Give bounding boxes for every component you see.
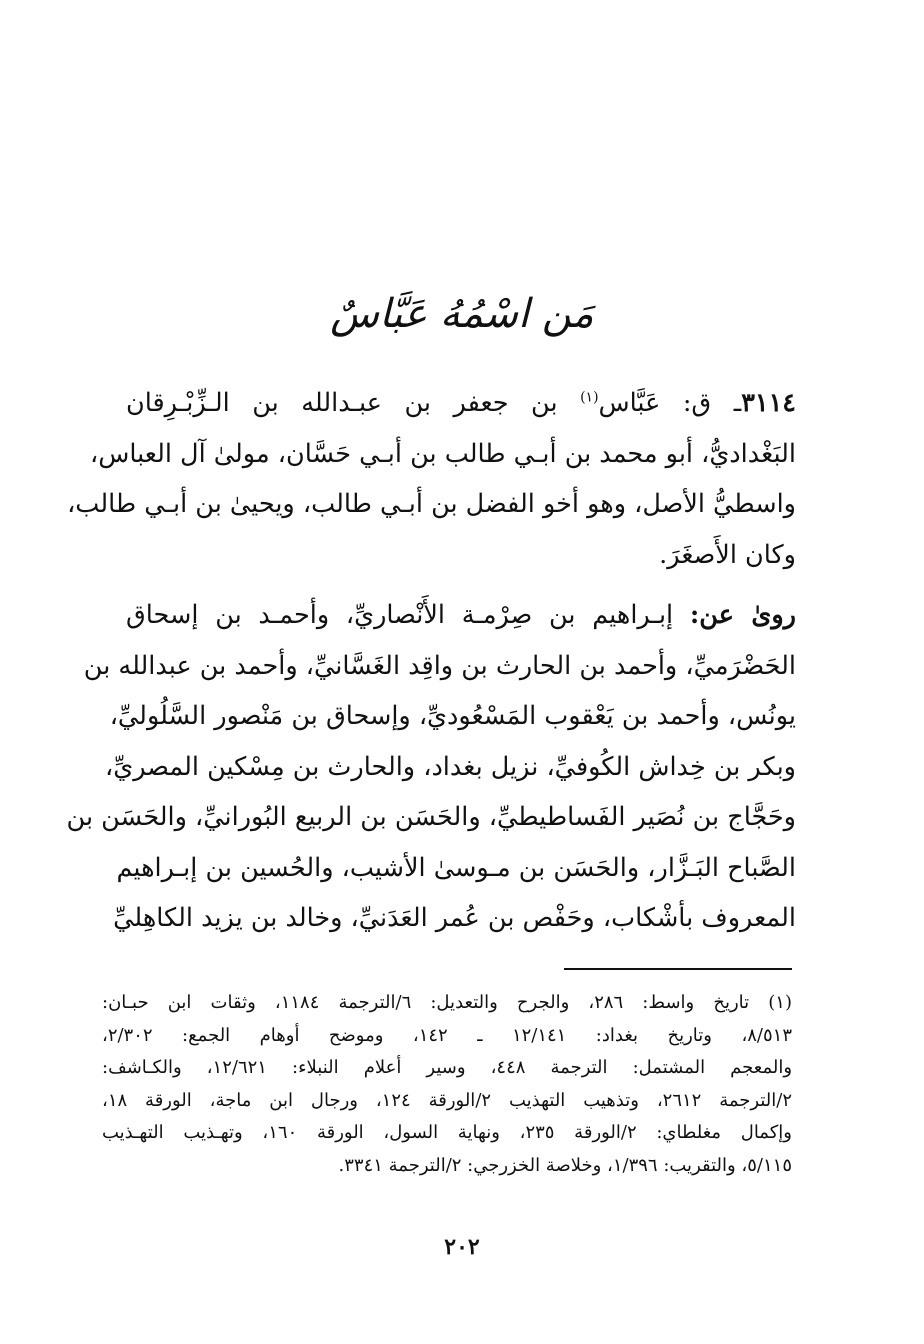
entry-line-text: ـ ق: عَبَّاس xyxy=(598,388,742,418)
page-number: ٢٠٢ xyxy=(444,1234,480,1260)
entry-line: واسطيُّ الأصل، وهو أخو الفضل بن أبـي طالب، ويحيىٰ بن أبـي طالب، xyxy=(67,489,796,519)
narrators-line: الحَضْرَميِّ، وأحمد بن الحارث بن واقِد الغَسَّانيِّ، وأحمد بن عبدالله بن xyxy=(83,650,796,681)
narrators-label: روىٰ عن: xyxy=(689,600,796,630)
narrators-line: المعروف بأشْكاب، وحَفْص بن عُمر العَدَنيِّ، وخالد بن يزيد الكاهِليِّ xyxy=(113,903,796,933)
entry-line xyxy=(126,378,796,429)
footnote-reference[interactable]: (١) xyxy=(580,389,599,406)
footnote-line: ٢/الترجمة ٢٦١٢، وتذهيب التهذيب ٢/الورقة ١٢٤، ورجال ابن ماجة، الورقة ١٨، xyxy=(102,1089,792,1111)
footnote xyxy=(102,987,792,1182)
footnote-line: ٥/١١٥، والتقريب: ١/٣٩٦، وخلاصة الخزرجي: ٢/الترجمة ٣٣٤١. xyxy=(338,1154,792,1176)
footnote-line: ٨/٥١٣، وتاريخ بغداد: ١٢/١٤١ ـ ١٤٢، وموضح أوهام الجمع: ٢/٣٠٢، xyxy=(102,1024,793,1046)
entry-paragraph xyxy=(67,378,796,580)
narrators-line: وحَجَّاج بن نُصَير الفَساطيطيِّ، والحَسَن بن الربيع البُورانيِّ، والحَسَن بن xyxy=(66,802,796,832)
footnote-separator xyxy=(564,968,792,970)
entry-line-text: بن جعفر بن عبـدالله بن الـزِّبْـرِقان xyxy=(126,388,581,418)
entry-number: ٣١١٤ xyxy=(741,388,796,418)
footnote-line: والمعجم المشتمل: الترجمة ٤٤٨، وسير أعلام النبلاء: ١٢/٦٢١، والكـاشف: xyxy=(102,1057,793,1078)
footnote-line: (١) تاريخ واسط: ٢٨٦، والجرح والتعديل: ٦/الترجمة ١١٨٤، وثقات ابن حبـان: xyxy=(102,992,792,1013)
narrators-line: الصَّباح البَـزَّار، والحَسَن بن مـوسىٰ الأشيب، والحُسين بن إبـراهيم xyxy=(116,852,796,883)
narrators-line xyxy=(126,590,796,641)
narrators-line: وبكر بن خِداش الكُوفيِّ، نزيل بغداد، والحارث بن مِسْكين المصريِّ، xyxy=(105,751,796,782)
entry-line: وكان الأَصغَرَ. xyxy=(659,539,796,570)
narrators-line-text: إبـراهيم بن صِرْمـة الأَنْصاريِّ، وأحمـد بن إسحاق xyxy=(126,600,674,630)
narrators-line: يونُس، وأحمد بن يَعْقوب المَسْعُوديِّ، وإسحاق بن مَنْصور السَّلُوليِّ، xyxy=(109,701,796,731)
narrators-paragraph xyxy=(66,590,796,944)
section-title: مَن اسْمُهُ عَبَّاسٌ xyxy=(330,291,594,337)
footnote-line: وإكمال مغلطاي: ٢/الورقة ٢٣٥، ونهاية السول، الورقة ١٦٠، وتهـذيب التهـذيب xyxy=(102,1122,792,1143)
entry-line: البَغْداديُّ، أبو محمد بن أبـي طالب بن أبـي حَسَّان، مولىٰ آل العباس، xyxy=(89,438,796,469)
